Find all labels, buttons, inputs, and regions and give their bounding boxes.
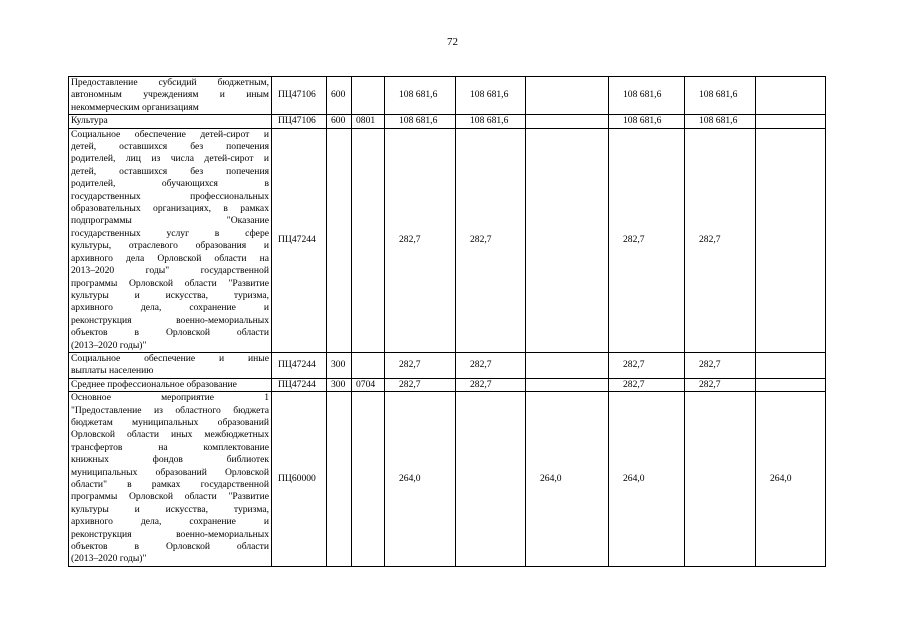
description-line: реконструкция военно-мемориальных bbox=[71, 314, 269, 326]
cell-amount-5: 108 681,6 bbox=[685, 115, 756, 128]
description-line: культуры, отраслевого образования и bbox=[71, 240, 269, 252]
cell-expense-type: 600 bbox=[327, 115, 352, 128]
cell-amount-6 bbox=[756, 128, 826, 352]
cell-description bbox=[69, 378, 272, 391]
description-line: культуры и искусства, туризма, bbox=[71, 503, 269, 515]
cell-amount-3 bbox=[526, 128, 609, 352]
cell-target-code: ПЦ47106 bbox=[272, 115, 327, 128]
cell-amount-2: 108 681,6 bbox=[456, 77, 526, 115]
cell-amount-6: 264,0 bbox=[756, 392, 826, 567]
description-line: Социальное обеспечение детей-сирот и bbox=[71, 128, 269, 140]
cell-amount-2: 108 681,6 bbox=[456, 115, 526, 128]
description-line: архивного дела Орловской области на bbox=[71, 252, 269, 264]
cell-target-code: ПЦ47106 bbox=[272, 77, 327, 115]
cell-amount-2: 282,7 bbox=[456, 352, 526, 378]
cell-description bbox=[69, 77, 272, 115]
cell-amount-5 bbox=[685, 392, 756, 567]
cell-section-code bbox=[352, 77, 385, 115]
description-line: культуры и искусства, туризма, bbox=[71, 289, 269, 301]
cell-section-code: 0801 bbox=[352, 115, 385, 128]
description-line: родителей, обучающихся в bbox=[71, 178, 269, 190]
description-line: книжных фондов библиотек bbox=[71, 454, 269, 466]
cell-amount-5: 282,7 bbox=[685, 352, 756, 378]
description-line: детей, оставшихся без попечения bbox=[71, 165, 269, 177]
description-line: Предоставление субсидий бюджетным, bbox=[71, 77, 269, 88]
cell-amount-1: 108 681,6 bbox=[385, 115, 456, 128]
description-line: "Предоставление из областного бюджета bbox=[71, 404, 269, 416]
cell-section-code: 0704 bbox=[352, 378, 385, 391]
description-line: бюджетам муниципальных образований bbox=[71, 416, 269, 428]
cell-amount-3 bbox=[526, 352, 609, 378]
cell-amount-5: 108 681,6 bbox=[685, 77, 756, 115]
cell-amount-1: 282,7 bbox=[385, 378, 456, 391]
cell-amount-4: 264,0 bbox=[609, 392, 685, 567]
cell-amount-4: 282,7 bbox=[609, 352, 685, 378]
description-line: Социальное обеспечение и иные bbox=[71, 352, 269, 364]
description-line: Культура bbox=[71, 115, 108, 127]
cell-target-code: ПЦ60000 bbox=[272, 392, 327, 567]
cell-amount-2 bbox=[456, 392, 526, 567]
table-row bbox=[69, 128, 826, 352]
cell-amount-4: 108 681,6 bbox=[609, 115, 685, 128]
cell-amount-3: 264,0 bbox=[526, 392, 609, 567]
description-line: области" в рамках государственной bbox=[71, 479, 269, 490]
cell-amount-1: 282,7 bbox=[385, 128, 456, 352]
description-line: реконструкция военно-мемориальных bbox=[71, 528, 269, 540]
cell-amount-2: 282,7 bbox=[456, 128, 526, 352]
cell-description bbox=[69, 128, 272, 352]
cell-amount-4: 108 681,6 bbox=[609, 77, 685, 115]
description-line: архивного дела, сохранение и bbox=[71, 516, 269, 528]
cell-amount-6 bbox=[756, 115, 826, 128]
page-number: 72 bbox=[447, 36, 458, 48]
cell-expense-type: 300 bbox=[327, 378, 352, 391]
cell-amount-5: 282,7 bbox=[685, 128, 756, 352]
description-line: автономным учреждениям и иным bbox=[71, 89, 269, 101]
cell-description bbox=[69, 115, 272, 128]
cell-amount-3 bbox=[526, 378, 609, 391]
table-row bbox=[69, 352, 826, 378]
description-line: Среднее профессиональное образование bbox=[71, 378, 237, 390]
description-line: архивного дела, сохранение и bbox=[71, 302, 269, 314]
description-line: Орловской области иных межбюджетных bbox=[71, 429, 269, 441]
table-row bbox=[69, 378, 826, 391]
cell-target-code: ПЦ47244 bbox=[272, 128, 327, 352]
cell-description bbox=[69, 352, 272, 378]
description-line: объектов в Орловской области bbox=[71, 541, 269, 553]
budget-table bbox=[68, 76, 826, 567]
description-line: (2013–2020 годы)" bbox=[71, 553, 147, 565]
description-line: программы Орловской области "Развитие bbox=[71, 491, 269, 503]
description-line: объектов в Орловской области bbox=[71, 327, 269, 339]
description-line: (2013–2020 годы)" bbox=[71, 339, 147, 351]
budget-table-body bbox=[69, 77, 826, 567]
description-line: Основное мероприятие 1 bbox=[71, 392, 269, 404]
description-line: программы Орловской области "Развитие bbox=[71, 277, 269, 289]
cell-amount-3 bbox=[526, 77, 609, 115]
cell-expense-type: 600 bbox=[327, 77, 352, 115]
cell-amount-4: 282,7 bbox=[609, 128, 685, 352]
cell-expense-type: 300 bbox=[327, 352, 352, 378]
table-row bbox=[69, 392, 826, 567]
cell-section-code bbox=[352, 128, 385, 352]
cell-amount-6 bbox=[756, 352, 826, 378]
cell-description bbox=[69, 392, 272, 567]
description-line: некоммерческим организациям bbox=[71, 101, 199, 113]
description-line: трансфертов на комплектование bbox=[71, 441, 269, 453]
cell-target-code: ПЦ47244 bbox=[272, 378, 327, 391]
table-row bbox=[69, 115, 826, 128]
cell-amount-4: 282,7 bbox=[609, 378, 685, 391]
description-line: 2013–2020 годы" государственной bbox=[71, 265, 269, 277]
cell-amount-1: 108 681,6 bbox=[385, 77, 456, 115]
table-row bbox=[69, 77, 826, 115]
description-line: государственных услуг в сфере bbox=[71, 227, 269, 239]
description-line: подпрограммы "Оказание bbox=[71, 215, 269, 227]
cell-amount-3 bbox=[526, 115, 609, 128]
cell-expense-type bbox=[327, 392, 352, 567]
cell-amount-5: 282,7 bbox=[685, 378, 756, 391]
cell-amount-6 bbox=[756, 378, 826, 391]
description-line: детей, оставшихся без попечения bbox=[71, 141, 269, 153]
cell-amount-1: 282,7 bbox=[385, 352, 456, 378]
cell-target-code: ПЦ47244 bbox=[272, 352, 327, 378]
description-line: образовательных организациях, в рамках bbox=[71, 203, 269, 215]
cell-amount-2: 282,7 bbox=[456, 378, 526, 391]
description-line: муниципальных образований Орловской bbox=[71, 466, 269, 478]
description-line: государственных профессиональных bbox=[71, 190, 269, 202]
cell-expense-type bbox=[327, 128, 352, 352]
cell-amount-6 bbox=[756, 77, 826, 115]
description-line: родителей, лиц из числа детей-сирот и bbox=[71, 153, 269, 165]
cell-section-code bbox=[352, 392, 385, 567]
description-line: выплаты населению bbox=[71, 365, 154, 377]
cell-amount-1: 264,0 bbox=[385, 392, 456, 567]
cell-section-code bbox=[352, 352, 385, 378]
